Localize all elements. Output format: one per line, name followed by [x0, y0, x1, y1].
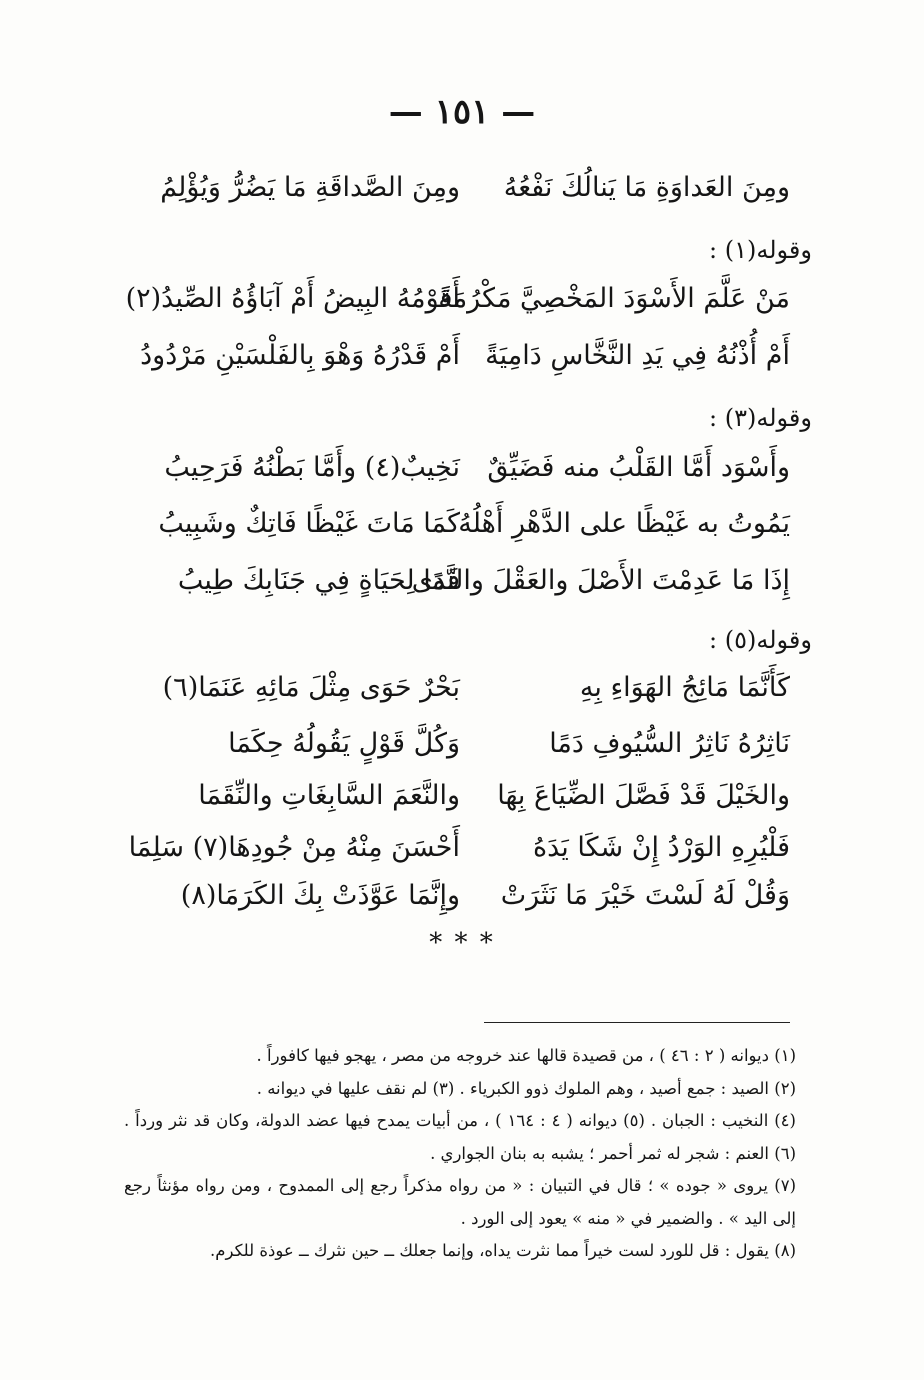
verse-first-hemistich: كَأَنَّمَا مَائِجُ الهَوَاءِ بِهِ — [579, 672, 790, 703]
verse-first-hemistich: أَمْ أُذْنُهُ فِي يَدِ النَّخَّاسِ دَامِيَةً — [485, 340, 790, 371]
verse-first-hemistich: مَنْ عَلَّمَ الأَسْوَدَ المَخْصِيَّ مَكْرُمَةً — [438, 283, 790, 314]
verse-first-hemistich: وأَسْوَد أَمَّا القَلْبُ منه فَضَيِّقٌ — [487, 452, 790, 483]
verse-line — [125, 283, 790, 333]
verse-second-hemistich: وإِنَّمَا عَوَّذَتْ بِكَ الكَرَمَا(٨) — [180, 880, 460, 911]
verse-line — [130, 880, 790, 930]
verse-first-hemistich: وَقُلْ لَهُ لَسْتَ خَيْرَ مَا نَثَرَتْ — [500, 880, 790, 911]
verse-second-hemistich: فَمَا لِحَيَاةٍ فِي جَنَابِكَ طِيبُ — [177, 565, 460, 596]
footnote: (٨) يقول : قل للورد لست خيراً مما نثرت يداه، وإنما جعلك ــ حين نثرك ــ عوذة للكرم. — [210, 1241, 796, 1260]
verse-line — [130, 172, 790, 222]
section-intro: وقوله(٥) : — [709, 626, 812, 654]
section-separator: * * * — [429, 928, 495, 958]
verse-line — [130, 452, 790, 502]
verse-second-hemistich: والنَّعَمَ السَّابِغَاتِ والنِّقَمَا — [198, 780, 460, 811]
verse-first-hemistich: يَمُوتُ به غَيْظًا على الدَّهْرِ أَهْلُهُ — [458, 508, 790, 539]
verse-line — [130, 832, 790, 882]
verse-first-hemistich: فَلْيُرِهِ الوَرْدُ إِنْ شَكَا يَدَهُ — [532, 832, 790, 863]
verse-second-hemistich: بَحْرٌ حَوَى مِثْلَ مَائِهِ عَنَمَا(٦) — [162, 672, 460, 703]
verse-second-hemistich: نَخِيبٌ(٤) وأَمَّا بَطْنُهُ فَرَحِيبُ — [164, 452, 460, 483]
footnote-divider — [484, 1022, 790, 1023]
footnote: (٢) الصيد : جمع أصيد ، وهم الملوك ذوو الكبرياء . (٣) لم نقف عليها في ديوانه . — [256, 1078, 796, 1098]
verse-first-hemistich: والخَيْلَ قَدْ فَصَّلَ الضِّيَاعَ بِهَا — [497, 780, 790, 811]
section-intro: وقوله(١) : — [709, 236, 812, 264]
verse-first-hemistich: نَاثِرُهُ نَاثِرُ السُّيُوفِ دَمًا — [549, 728, 790, 759]
verse-second-hemistich: وَكُلَّ قَوْلٍ يَقُولُهُ حِكَمَا — [228, 728, 460, 759]
verse-line — [130, 340, 790, 390]
section-intro: وقوله(٣) : — [709, 404, 812, 432]
footnote: (١) ديوانه ( ٢ : ٤٦ ) ، من قصيدة قالها عند خروجه من مصر ، يهجو فيها كافوراً . — [256, 1046, 796, 1065]
footnote: (٤) النخيب : الجبان . (٥) ديوانه ( ٤ : ١٦٤ ) ، من أبيات يمدح فيها عضد الدولة، وكان قد نثر ورداً . (٦) العنم : شجر له ثمر أحمر ؛ يشبه به بنان الجواري . — [124, 1111, 796, 1163]
verse-second-hemistich: أَمْ قَدْرُهُ وَهْوَ بِالفَلْسَيْنِ مَرْدُودُ — [140, 340, 460, 371]
verse-second-hemistich: كَمَا مَاتَ غَيْظًا فَاتِكٌ وشَبِيبُ — [158, 508, 460, 539]
verse-line — [130, 672, 790, 722]
verse-second-hemistich: أَقَوْمُهُ البِيضُ أَمْ آبَاؤُهُ الصِّيدُ(٢) — [125, 283, 460, 314]
footnote: (٧) يروى « جوده » ؛ قال في التبيان : « من رواه مذكراً رجع إلى الممدوح ، ومن رواه مؤنثاً رجع إلى اليد » . والضمير في « منه » يعود إلى الورد . — [124, 1176, 796, 1228]
verse-second-hemistich: ومِنَ الصَّداقَةِ مَا يَضُرُّ وَيُؤْلِمُ — [160, 172, 460, 203]
footnotes — [124, 1040, 796, 1268]
verse-line — [130, 508, 790, 558]
page-number: — ١٥١ — — [388, 92, 536, 132]
verse-line — [130, 780, 790, 830]
verse-second-hemistich: أَحْسَنَ مِنْهُ مِنْ جُودِهَا(٧) سَلِمَا — [128, 832, 460, 863]
verse-first-hemistich: إِذَا مَا عَدِمْتَ الأَصْلَ والعَقْلَ والنَّدَى — [411, 565, 790, 596]
verse-line — [130, 565, 790, 615]
verse-first-hemistich: ومِنَ العَداوَةِ مَا يَنالُكَ نَفْعُهُ — [503, 172, 790, 203]
verse-line — [130, 728, 790, 778]
